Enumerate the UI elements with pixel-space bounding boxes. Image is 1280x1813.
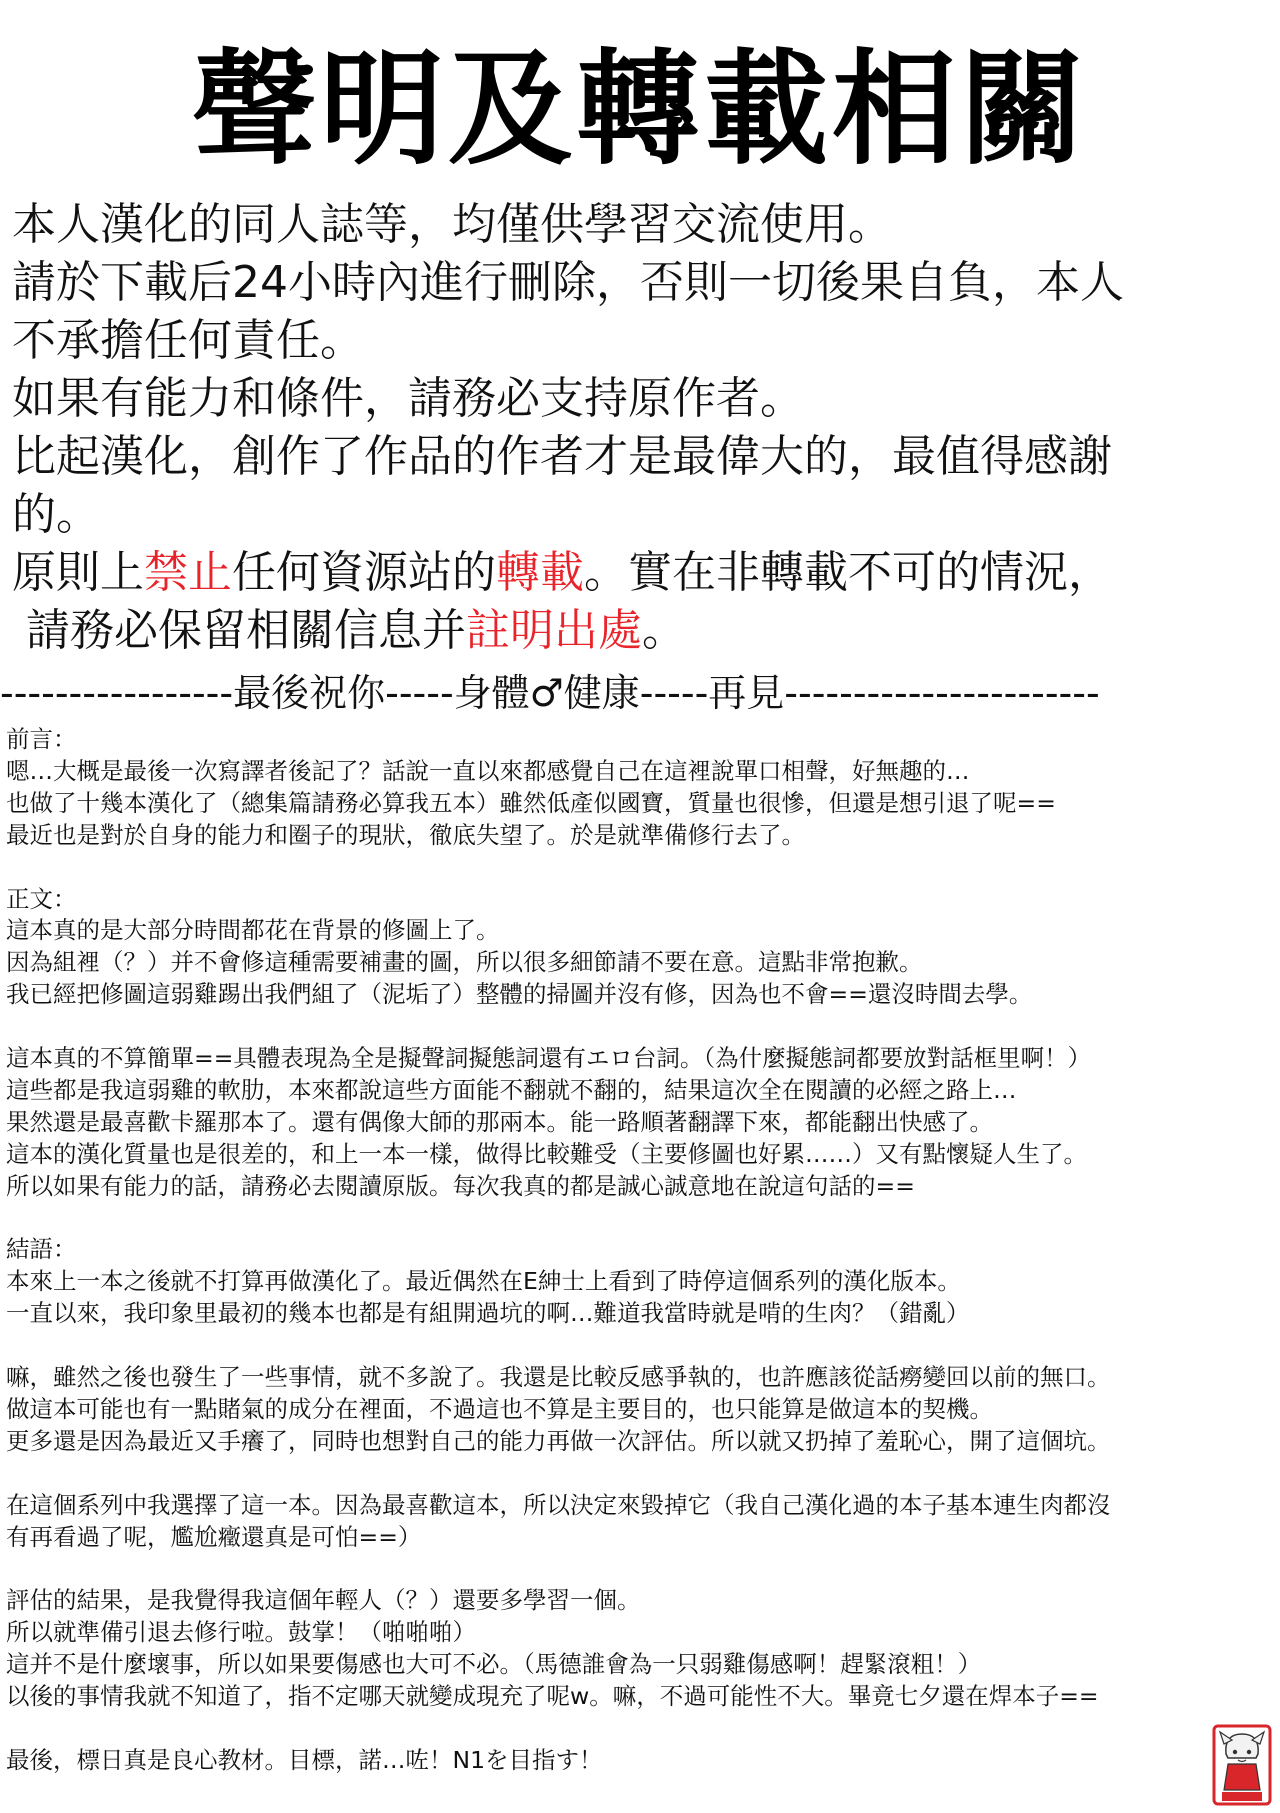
body-line: 這本真的是大部分時間都花在背景的修圖上了。	[6, 916, 500, 945]
body-line: 在這個系列中我選擇了這一本。因為最喜歡這本，所以決定來毀掉它（我自己漢化過的本子基本連生肉都沒	[6, 1490, 1111, 1519]
body-line: 評估的結果，是我覺得我這個年輕人（？）還要多學習一個。	[6, 1586, 641, 1615]
repost-highlight: 轉載	[496, 547, 584, 598]
source-highlight: 註明出處	[466, 605, 642, 656]
body-line: 這本的漢化質量也是很差的，和上一本一樣，做得比較難受（主要修圖也好累……）又有點懷疑人生了。	[6, 1139, 1087, 1168]
notice-line: 如果有能力和條件，請務必支持原作者。	[12, 373, 804, 424]
body-line: 這并不是什麼壞事，所以如果要傷感也大可不必。（馬德誰會為一只弱雞傷感啊！趕緊滾粗！）	[6, 1650, 982, 1679]
translator-afterword	[6, 724, 1276, 1777]
page-title: 聲明及轉載相關	[191, 37, 1088, 182]
body-line: 做這本可能也有一點賭氣的成分在裡面，不過這也不算是主要目的，也只能算是做這本的契機。	[6, 1394, 993, 1423]
body-line: 因為組裡（？）并不會修這種需要補畫的圖，所以很多細節請不要在意。這點非常抱歉。	[6, 948, 923, 977]
body-line: 本來上一本之後就不打算再做漢化了。最近偶然在E紳士上看到了時停這個系列的漢化版本。	[6, 1267, 961, 1296]
body-line: 最近也是對於自身的能力和圈子的現狀，徹底失望了。於是就準備修行去了。	[6, 820, 805, 849]
body-line: 嗯…大概是最後一次寫譯者後記了？話說一直以來都感覺自己在這裡說單口相聲，好無趣的…	[6, 756, 970, 785]
notice-line-source	[12, 602, 1272, 660]
body-line: 果然還是最喜歡卡羅那本了。還有偶像大師的那兩本。能一路順著翻譯下來，都能翻出快感了。	[6, 1107, 993, 1136]
body-line: 所以就準備引退去修行啦。鼓掌！（啪啪啪）	[6, 1618, 476, 1647]
body-line: 所以如果有能力的話，請務必去閱讀原版。每次我真的都是誠心誠意地在說這句話的==	[6, 1171, 915, 1200]
notice-line-repost	[12, 544, 1272, 602]
body-line: 這些都是我這弱雞的軟肋，本來都說這些方面能不翻就不翻的，結果這次全在閱讀的必經之路上…	[6, 1075, 1017, 1104]
notice-line: 本人漢化的同人誌等，均僅供學習交流使用。	[12, 199, 892, 250]
notice-text: 。	[642, 605, 686, 656]
body-line: 有再看過了呢，尷尬癥還真是可怕==）	[6, 1522, 422, 1551]
body-line: 以後的事情我就不知道了，指不定哪天就變成現充了呢w。嘛，不過可能性不大。畢竟七夕還在焊本子==	[6, 1682, 1099, 1711]
body-line: 嘛，雖然之後也發生了一些事情，就不多說了。我還是比較反感爭執的，也許應該從話癆變回以前的無口。	[6, 1363, 1111, 1392]
notice-line: 請於下載后24小時內進行刪除，否則一切後果自負，本人	[12, 257, 1124, 308]
body-line: 一直以來，我印象里最初的幾本也都是有組開過坑的啊…難道我當時就是啃的生肉？（錯亂）	[6, 1299, 970, 1328]
section-heading: 正文：	[6, 884, 77, 913]
notice-text: 。實在非轉載不可的情況，	[584, 547, 1112, 598]
body-line: 這本真的不算簡單==具體表現為全是擬聲詞擬態詞還有エロ台詞。（為什麼擬態詞都要放對話框里啊！）	[6, 1044, 1092, 1073]
section-heading: 結語：	[6, 1235, 77, 1264]
notice-line: 不承擔任何責任。	[12, 315, 364, 366]
closing-line: 最後，標日真是良心教材。目標，諾…咗！N1を目指す！	[6, 1745, 603, 1774]
notice-text: 原則上	[12, 547, 144, 598]
chibi-character-stamp-icon	[1212, 1724, 1272, 1806]
section-heading: 前言：	[6, 725, 77, 753]
body-line: 更多還是因為最近又手癢了，同時也想對自己的能力再做一次評估。所以就又扔掉了羞恥心，開了這個坑。	[6, 1426, 1111, 1455]
forbid-highlight: 禁止	[144, 547, 232, 598]
notice-line: 比起漢化，創作了作品的作者才是最偉大的，最值得感謝	[12, 431, 1112, 482]
body-line: 我已經把修圖這弱雞踢出我們組了（泥垢了）整體的掃圖并沒有修，因為也不會==還沒時間去學。	[6, 980, 1033, 1009]
notice-text: 請務必保留相關信息并	[26, 605, 466, 656]
farewell-divider: -----------------最後祝你-----身體♂健康-----再見-----------------------	[0, 671, 1100, 715]
notice-text: 任何資源站的	[232, 547, 496, 598]
notice-line: 的。	[12, 489, 100, 540]
stamp-graphic	[1212, 1724, 1272, 1806]
disclaimer-notice	[12, 196, 1272, 660]
body-line: 也做了十幾本漢化了（總集篇請務必算我五本）雖然低產似國寶，質量也很慘，但還是想引退了呢==	[6, 788, 1056, 817]
